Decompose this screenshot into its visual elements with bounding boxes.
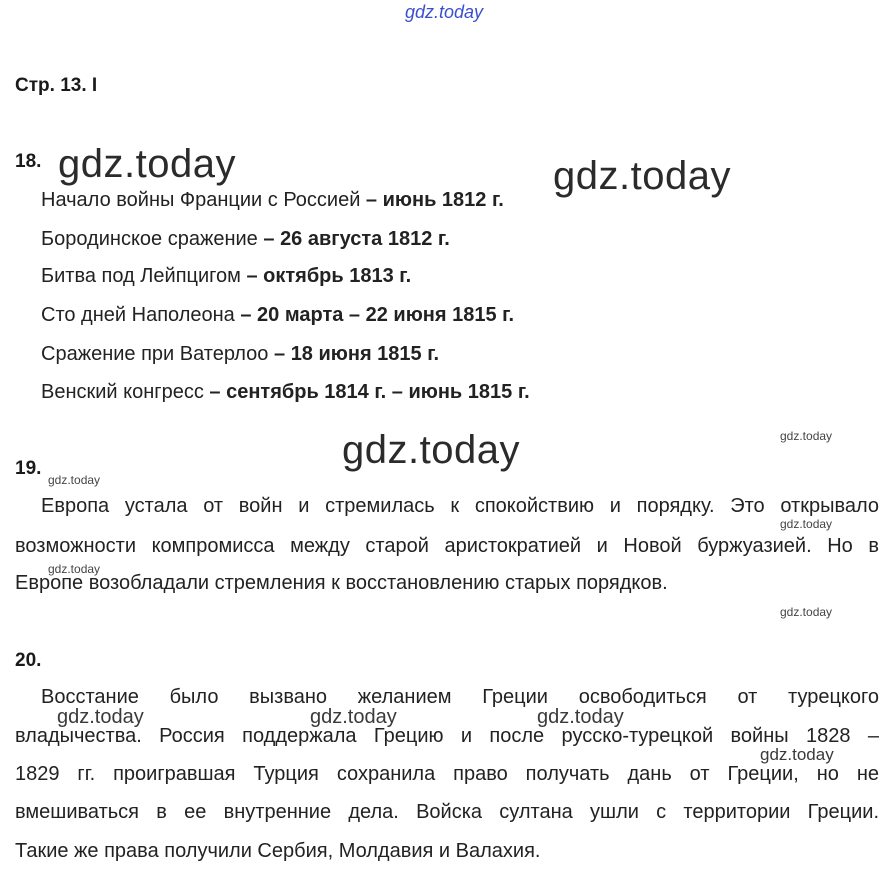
event-name: Битва под Лейпцигом — [41, 265, 241, 287]
event-date: июнь 1812 г. — [382, 189, 504, 211]
event-name: Сто дней Наполеона — [41, 304, 235, 326]
event-name: Сражение при Ватерлоо — [41, 343, 269, 365]
event-dash: – — [257, 228, 281, 250]
section-number-18: 18. — [15, 151, 42, 172]
watermark: gdz.today — [553, 154, 731, 198]
event-line — [41, 265, 411, 288]
watermark: gdz.today — [780, 517, 833, 531]
event-line — [41, 189, 504, 212]
watermark: gdz.today — [537, 706, 624, 728]
paragraph-line: 1829 гг. проигравшая Турция сохранила право получать дань от Греции, но не — [15, 763, 879, 785]
watermark: gdz.today — [780, 429, 833, 443]
event-dash: – — [360, 189, 383, 211]
event-date: 26 августа 1812 г. — [280, 228, 450, 250]
paragraph-line: Восстание было вызвано желанием Греции освободиться от турецкого — [41, 686, 879, 708]
event-name: Бородинское сражение — [41, 228, 258, 250]
paragraph-line: владычества. Россия поддержала Грецию и после русско-турецкой войны 1828 – — [15, 725, 879, 747]
paragraph-line: Европе возобладали стремления к восстановлению старых порядков. — [15, 572, 668, 594]
page-title: Стр. 13. I — [15, 75, 98, 96]
paragraph-line: Такие же права получили Сербия, Молдавия и Валахия. — [15, 840, 541, 862]
watermark-top: gdz.today — [405, 2, 484, 22]
watermark: gdz.today — [760, 745, 834, 764]
watermark: gdz.today — [342, 428, 520, 472]
watermark: gdz.today — [780, 605, 833, 619]
section-number-20: 20. — [15, 650, 42, 671]
event-line — [41, 304, 514, 327]
watermark: gdz.today — [48, 473, 101, 487]
watermark: gdz.today — [57, 706, 144, 728]
event-date: октябрь 1813 г. — [263, 265, 412, 287]
event-dash: – — [268, 343, 291, 365]
paragraph-line: возможности компромисса между старой аристократией и Новой буржуазией. Но в — [15, 535, 879, 557]
watermark: gdz.today — [58, 142, 236, 186]
watermark: gdz.today — [310, 706, 397, 728]
paragraph-line: Европа устала от войн и стремилась к спокойствию и порядку. Это открывало — [41, 495, 879, 517]
paragraph-line: вмешиваться в ее внутренние дела. Войска султана ушли с территории Греции. — [15, 801, 879, 823]
event-date: 20 марта – 22 июня 1815 г. — [257, 304, 515, 326]
event-line — [41, 343, 439, 366]
event-dash: – — [234, 304, 258, 326]
watermark: gdz.today — [48, 562, 101, 576]
event-dash: – — [203, 381, 227, 403]
event-date: сентябрь 1814 г. – июнь 1815 г. — [226, 381, 530, 403]
event-line — [41, 228, 450, 251]
section-number-19: 19. — [15, 458, 42, 479]
event-line — [41, 381, 530, 404]
event-name: Венский конгресс — [41, 381, 204, 403]
event-dash: – — [240, 265, 264, 287]
event-date: 18 июня 1815 г. — [290, 343, 440, 365]
event-name: Начало войны Франции с Россией — [41, 189, 361, 211]
